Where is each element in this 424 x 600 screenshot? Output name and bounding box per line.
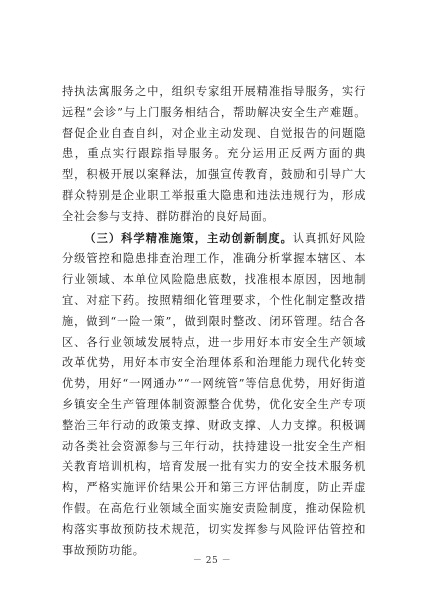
section-heading: （三）科学精准施策，主动创新制度。 — [84, 230, 293, 245]
paragraph-1: 持执法寓服务之中，组织专家组开展精准指导服务，实行远程“会诊”与上门服务相结合，帮助解决安全生产难题。督促企业自查自纠，对企业主动发现、自觉报告的问题隐患，重点实行跟踪指导服务。充分运用正反两方面的典型，积极开展以案释法，加强宣传教育，鼓励和引导广大群众特别是企业职工举报重大隐患和违法违规行为，形成全社会参与支持、群防群治的良好局面。 — [62, 85, 366, 223]
paragraph-2 — [62, 228, 366, 562]
page-number: － 25 － — [192, 556, 232, 566]
document-body — [62, 82, 366, 561]
paragraph-2-body: 认真抓好风险分级管控和隐患排查治理工作，准确分析掌握本辖区、本行业领域、本单位风险隐患底数，找准根本原因，因地制宜、对症下药。按照精细化管理要求，个性化制定整改措施，做到“一险一策”，做到限时整改、闭环管理。结合各区、各行业领域发展特点，进一步用好本市安全生产领域改革优势，用好本市安全治理体系和治理能力现代化转变优势，用好“一网通办”“一网统管”等信息优势，用好街道乡镇安全生产管理体制资源整合优势，优化安全生产专项整治三年行动的政策支撑、财政支撑、人力支撑。积极调动各类社会资源参与三年行动，扶持建设一批安全生产相关教育培训机构，培育发展一批有实力的安全技术服务机构，严格实施评价结果公开和第三方评估制度，防止弄虚作假。在高危行业领域全面实施安责险制度，推动保险机构落实事故预防技术规范，切实发挥参与风险评估管控和事故预防功能。 — [62, 231, 366, 557]
